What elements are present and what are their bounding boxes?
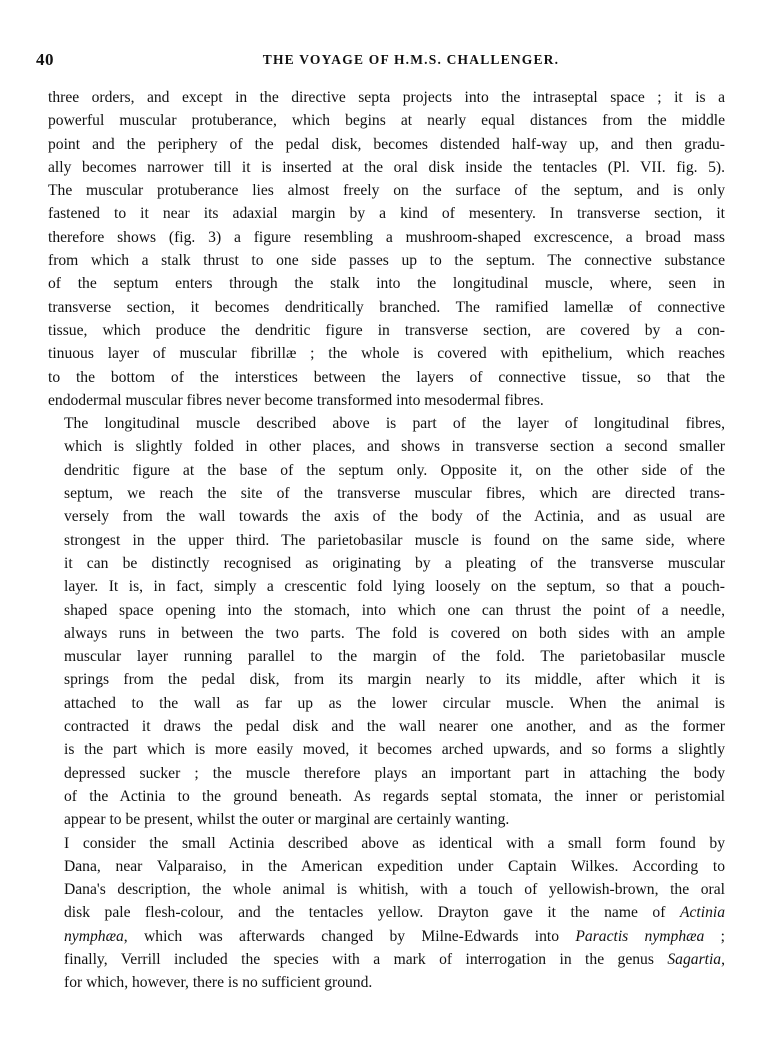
text-line: tissue, which produce the dendritic figure in transverse section, are covered by a con- [48, 321, 725, 339]
text-line: powerful muscular protuberance, which begins at nearly equal distances from the middle [48, 112, 725, 130]
page-number: 40 [36, 50, 54, 69]
text-line: versely from the wall towards the axis of the body of the Actinia, and as usual are [64, 508, 725, 526]
text-line: disk pale flesh-colour, and the tentacles yellow. Drayton gave it the name of Actinia [64, 904, 725, 922]
text-line: The longitudinal muscle described above is part of the layer of longitudinal fibres, [64, 415, 725, 433]
italic-term: Actinia [679, 904, 725, 922]
page-header [36, 50, 726, 74]
text-line: of the Actinia to the ground beneath. As regards septal stomata, the inner or peristomial [64, 787, 725, 805]
text-line: point and the periphery of the pedal disk, becomes distended half-way up, and then gradu- [48, 135, 725, 153]
text-line: three orders, and except in the directive septa projects into the intraseptal space ; it is a [48, 89, 725, 106]
italic-term: Paractis nymphæa [575, 927, 705, 945]
text-line: muscular layer running parallel to the margin of the fold. The parietobasilar muscle [64, 648, 725, 666]
text-line: of the septum enters through the stalk into the longitudinal muscle, where, seen in [48, 275, 725, 293]
text-line: layer. It is, in fact, simply a crescentic fold lying loosely on the septum, so that a pouch- [64, 578, 725, 596]
text-line: attached to the wall as far up as the lower circular muscle. When the animal is [64, 694, 725, 712]
text-line: strongest in the upper third. The parietobasilar muscle is found on the same side, where [64, 531, 725, 549]
text-line: fastened to it near its adaxial margin by a kind of mesentery. In transverse section, it [48, 205, 725, 223]
text-line: The muscular protuberance lies almost freely on the surface of the septum, and is only [48, 182, 725, 200]
text-line: is the part which is more easily moved, it becomes arched upwards, and so forms a slightly [64, 741, 725, 759]
paragraph-3 [48, 832, 725, 995]
text-line: endodermal muscular fibres never become transformed into mesodermal fibres. [48, 391, 544, 409]
italic-term: Sagartia [667, 950, 722, 968]
text-line: shaped space opening into the stomach, into which one can thrust the point of a needle, [64, 601, 725, 619]
text-line: appear to be present, whilst the outer or marginal are certainly wanting. [64, 811, 510, 829]
paragraph-2 [48, 412, 725, 831]
running-title: THE VOYAGE OF H.M.S. CHALLENGER. [262, 52, 560, 67]
text-line: for which, however, there is no sufficient ground. [64, 974, 373, 992]
text-line: finally, Verrill included the species with a mark of interrogation in the genus Sagartia, [64, 950, 725, 968]
text-line: nymphæa, which was afterwards changed by Milne-Edwards into Paractis nymphæa ; [64, 927, 725, 945]
body-text [48, 86, 725, 995]
text-line: from which a stalk thrust to one side passes up to the septum. The connective substance [48, 252, 725, 270]
text-line: dendritic figure at the base of the septum only. Opposite it, on the other side of the [64, 461, 725, 479]
text-line: to the bottom of the interstices between the layers of connective tissue, so that the [48, 368, 725, 386]
text-line: tinuous layer of muscular fibrillæ ; the whole is covered with epithelium, which reaches [48, 345, 725, 363]
text-line: always runs in between the two parts. The fold is covered on both sides with an ample [64, 624, 725, 642]
text-line: contracted it draws the pedal disk and the wall nearer one another, and as the former [64, 718, 725, 736]
text-line: I consider the small Actinia described above as identical with a small form found by [64, 834, 725, 852]
text-line: depressed sucker ; the muscle therefore plays an important part in attaching the body [64, 764, 725, 782]
text-line: therefore shows (fig. 3) a figure resembling a mushroom-shaped excrescence, a broad mass [48, 228, 725, 246]
text-line: Dana's description, the whole animal is whitish, with a touch of yellowish-brown, the oral [64, 881, 725, 899]
text-line: Dana, near Valparaiso, in the American expedition under Captain Wilkes. According to [64, 857, 725, 875]
italic-term: nymphæa [64, 927, 124, 945]
text-line: transverse section, it becomes dendritically branched. The ramified lamellæ of connective [48, 298, 725, 316]
text-line: which is slightly folded in other places, and shows in transverse section a second smaller [64, 438, 725, 456]
text-line: it can be distinctly recognised as originating by a pleating of the transverse muscular [64, 554, 725, 572]
text-line: ally becomes narrower till it is inserted at the oral disk inside the tentacles (Pl. VII. fig. 5). [48, 158, 725, 176]
text-line: septum, we reach the site of the transverse muscular fibres, which are directed trans- [64, 485, 725, 503]
paragraph-1 [48, 86, 725, 412]
text-line: springs from the pedal disk, from its margin nearly to its middle, after which it is [64, 671, 725, 689]
